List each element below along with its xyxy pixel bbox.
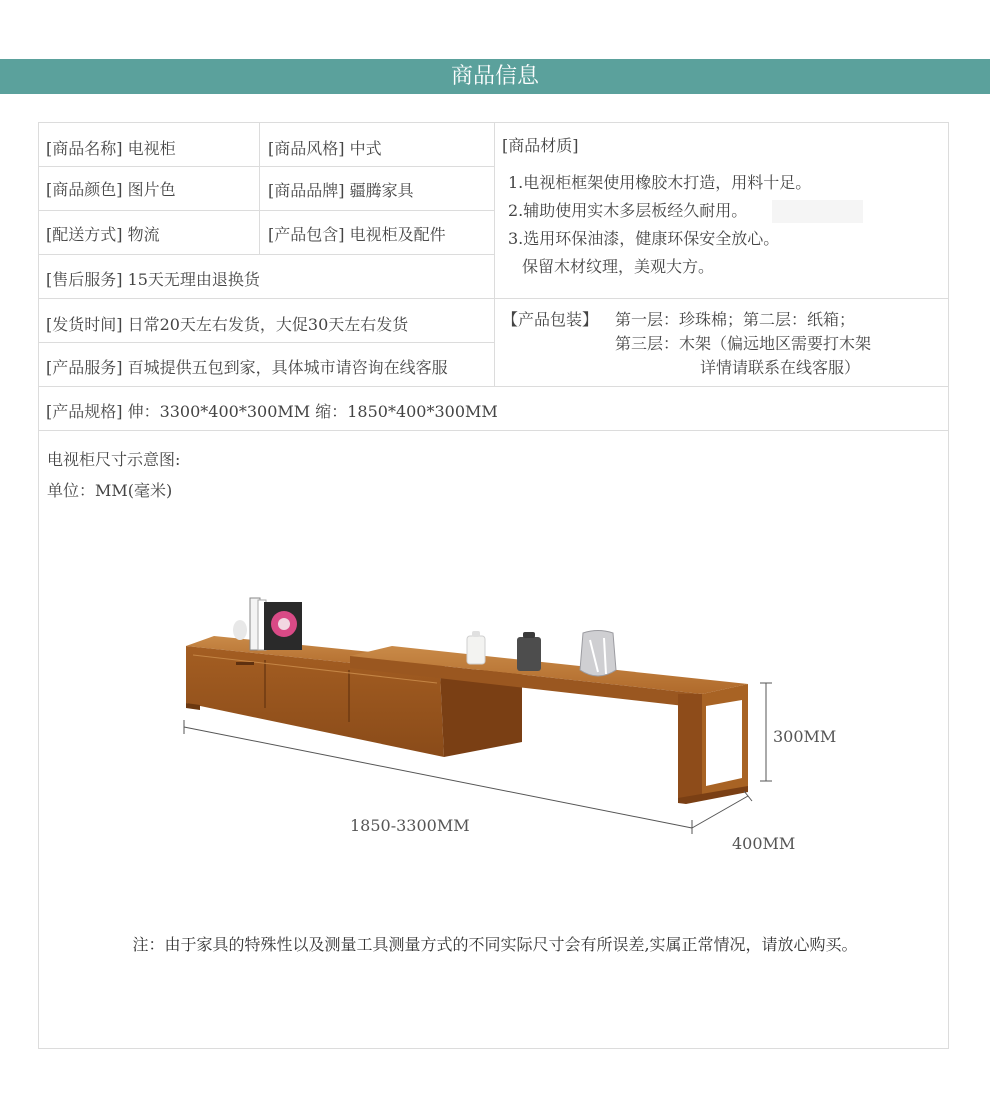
material-line-4: 保留木材纹理，美观大方。: [522, 257, 715, 276]
banner-title: 商品信息: [450, 64, 539, 89]
package-contents: [产品包含] 电视柜及配件: [268, 225, 446, 244]
product-brand: [商品品牌] 疆腾家具: [268, 181, 414, 200]
product-spec: [产品规格] 伸：3300*400*300MM 缩：1850*400*300MM: [46, 402, 498, 421]
packaging-line-2: 第三层：木架（偏远地区需要打木架: [615, 334, 872, 353]
disclaimer-note: 注：由于家具的特殊性以及测量工具测量方式的不同实际尺寸会有所误差,实属正常情况，请放心购买。: [132, 935, 858, 954]
packaging-line-3: 详情请联系在线客服）: [700, 358, 861, 377]
height-label: 300MM: [773, 727, 837, 746]
delivery-method: [配送方式] 物流: [46, 225, 160, 244]
packaging-label: 【产品包装】: [502, 310, 599, 329]
product-name: [商品名称] 电视柜: [46, 139, 176, 158]
depth-label: 400MM: [732, 834, 796, 853]
ship-time: [发货时间] 日常20天左右发货，大促30天左右发货: [46, 315, 409, 334]
material-line-2: 2.辅助使用实木多层板经久耐用。: [508, 201, 748, 220]
product-service: [产品服务] 百城提供五包到家，具体城市请咨询在线客服: [46, 358, 448, 377]
material-line-1: 1.电视柜框架使用橡胶木打造，用料十足。: [508, 173, 812, 192]
material-title: [商品材质]: [502, 136, 579, 155]
diagram-title: 电视柜尺寸示意图:: [47, 450, 181, 469]
product-style: [商品风格] 中式: [268, 139, 382, 158]
length-label: 1850-3300MM: [350, 816, 470, 835]
packaging-line-1: 第一层：珍珠棉；第二层：纸箱；: [615, 310, 856, 329]
diagram-unit: 单位：MM(毫米): [47, 481, 173, 500]
material-line-3: 3.选用环保油漆，健康环保安全放心。: [508, 229, 780, 248]
after-sales: [售后服务] 15天无理由退换货: [46, 270, 260, 289]
product-color: [商品颜色] 图片色: [46, 180, 176, 199]
